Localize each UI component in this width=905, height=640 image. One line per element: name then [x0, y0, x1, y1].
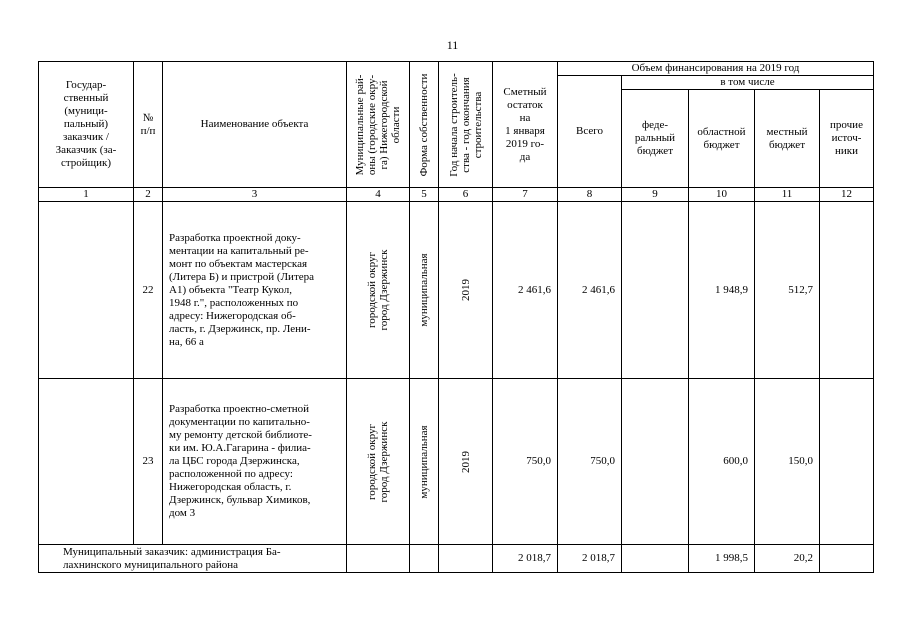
row-number: 22: [134, 202, 163, 379]
row-customer: [39, 379, 134, 545]
header-years: [439, 62, 493, 188]
header-ownership: [410, 62, 439, 188]
column-number: 7: [493, 188, 558, 202]
header-regional: областной бюджет: [689, 90, 755, 188]
row-local: 512,7: [755, 202, 820, 379]
header-including: в том числе: [622, 76, 874, 90]
table-row: [39, 202, 874, 379]
summary-year: [439, 545, 493, 573]
page-number: 11: [446, 38, 459, 52]
row-year-text: 2019: [459, 450, 472, 473]
column-number: 2: [134, 188, 163, 202]
table-row: [39, 379, 874, 545]
summary-other: [820, 545, 874, 573]
row-ownership: [410, 202, 439, 379]
row-estimate: 2 461,6: [493, 202, 558, 379]
header-total: Всего: [558, 76, 622, 188]
column-number: 3: [163, 188, 347, 202]
summary-estimate: 2 018,7: [493, 545, 558, 573]
header-customer: Государ- ственный (муници- пальный) заказчик / Заказчик (за- стройщик): [39, 62, 134, 188]
row-district-text: городской округ город Дзержинск: [366, 249, 390, 331]
summary-local: 20,2: [755, 545, 820, 573]
header-district-text: Муниципальные рай- оны (городские окру- га) Нижегородской области: [354, 74, 402, 175]
row-regional: 1 948,9: [689, 202, 755, 379]
row-year: [439, 202, 493, 379]
header-other: прочие источ- ники: [820, 90, 874, 188]
header-financing: Объем финансирования на 2019 год: [558, 62, 874, 76]
row-district-text: городской округ город Дзержинск: [366, 421, 390, 502]
summary-ownership: [410, 545, 439, 573]
header-district: [347, 62, 410, 188]
column-number: 4: [347, 188, 410, 202]
summary-total: 2 018,7: [558, 545, 622, 573]
row-year-text: 2019: [459, 279, 472, 301]
header-local: местный бюджет: [755, 90, 820, 188]
summary-label: Муниципальный заказчик: администрация Ба- лахнинского муниципального района: [39, 545, 347, 573]
header-object-name: Наименование объекта: [163, 62, 347, 188]
row-other: [820, 202, 874, 379]
column-number: 11: [755, 188, 820, 202]
row-ownership-text: муниципальная: [418, 424, 430, 499]
row-ownership: [410, 379, 439, 545]
row-total: 750,0: [558, 379, 622, 545]
column-numbers-row: [39, 188, 874, 202]
column-number: 10: [689, 188, 755, 202]
row-object-name: Разработка проектной доку- ментации на капитальный ре- монт по объектам мастерская (Литера Б) и пристрой (Литера А1) объекта "Театр Кукол, 1948 г.", расположенных по адресу: Нижегородская об- ласть, г. Дзержинск, пр. Лени- на, 66 а: [163, 202, 347, 379]
column-number: 8: [558, 188, 622, 202]
summary-district: [347, 545, 410, 573]
column-number: 1: [39, 188, 134, 202]
summary-regional: 1 998,5: [689, 545, 755, 573]
row-other: [820, 379, 874, 545]
row-number: 23: [134, 379, 163, 545]
row-local: 150,0: [755, 379, 820, 545]
column-number: 5: [410, 188, 439, 202]
header-federal: феде- ральный бюджет: [622, 90, 689, 188]
header-estimate: Сметный остаток на 1 января 2019 го- да: [493, 62, 558, 188]
header-ownership-text: Форма собственности: [418, 73, 430, 176]
summary-row: [39, 545, 874, 573]
row-district: [347, 202, 410, 379]
row-district: [347, 379, 410, 545]
summary-federal: [622, 545, 689, 573]
header-years-text: Год начала строитель- ства - год окончания строительства: [447, 72, 484, 177]
header-number: № п/п: [134, 62, 163, 188]
row-object-name: Разработка проектно-сметной документации по капитально- му ремонту детской библиоте- ки им. Ю.А.Гагарина - филиа- ла ЦБС города Дзержинска, расположенной по адресу: Нижегородская область, г. Дзержинск, бульвар Химиков, дом 3: [163, 379, 347, 545]
financing-table: [38, 61, 874, 573]
row-regional: 600,0: [689, 379, 755, 545]
row-ownership-text: муниципальная: [418, 253, 430, 327]
row-customer: [39, 202, 134, 379]
row-total: 2 461,6: [558, 202, 622, 379]
column-number: 12: [820, 188, 874, 202]
header-row-1: [39, 62, 874, 76]
row-estimate: 750,0: [493, 379, 558, 545]
column-number: 9: [622, 188, 689, 202]
column-number: 6: [439, 188, 493, 202]
row-federal: [622, 379, 689, 545]
row-federal: [622, 202, 689, 379]
row-year: [439, 379, 493, 545]
